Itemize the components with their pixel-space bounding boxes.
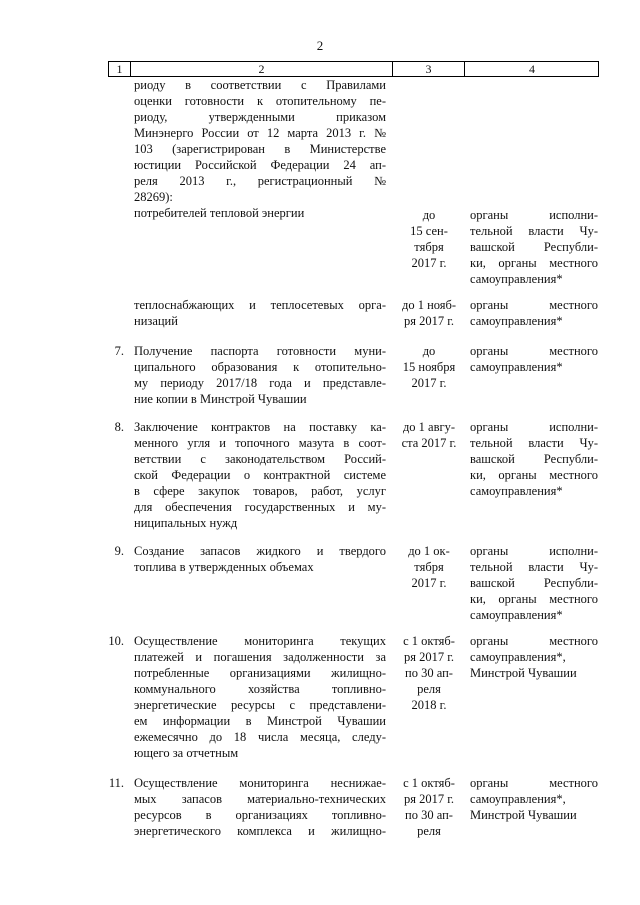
description-line: ветствии с законодательством Россий- xyxy=(134,452,386,466)
description-line: Создание запасов жидкого и твердого xyxy=(134,544,386,558)
deadline-line: до 1 ок- xyxy=(408,544,450,558)
row-description xyxy=(134,343,386,407)
row-responsible xyxy=(470,419,598,499)
deadline-line: ста 2017 г. xyxy=(401,436,457,450)
description-line: оценки готовности к отопительному пе- xyxy=(134,94,386,108)
deadline-line: 15 ноября xyxy=(402,360,456,374)
deadline-line: ря 2017 г. xyxy=(403,650,455,664)
description-line: 103 (зарегистрирован в Министерстве xyxy=(134,142,386,156)
responsible-line: ки, органы местного xyxy=(470,592,598,606)
responsible-line: органы исполни- xyxy=(470,420,598,434)
deadline-line: реля xyxy=(417,824,441,838)
row-description xyxy=(134,633,386,761)
description-line: топлива в утвержденных объемах xyxy=(134,560,314,574)
row-description xyxy=(134,775,386,839)
row-responsible xyxy=(470,775,598,823)
responsible-line: самоуправления* xyxy=(470,484,563,498)
description-line: ющего за отчетным xyxy=(134,746,239,760)
description-line: энергетические ресурсы с представлени- xyxy=(134,698,386,712)
row-description xyxy=(134,297,386,329)
responsible-line: тельной власти Чу- xyxy=(470,436,598,450)
page-number: 2 xyxy=(316,38,324,53)
row-number: 9. xyxy=(114,544,124,558)
header-col-4: 4 xyxy=(529,62,535,76)
responsible-line: вашской Республи- xyxy=(470,452,598,466)
description-line: Минэнерго России от 12 марта 2013 г. № xyxy=(134,126,386,140)
row-number: 10. xyxy=(108,634,124,648)
deadline-line: до 1 авгу- xyxy=(402,420,456,434)
row-deadline xyxy=(394,297,464,329)
responsible-line: органы местного xyxy=(470,298,598,312)
description-line: низаций xyxy=(134,314,178,328)
row-number: 7. xyxy=(114,344,124,358)
deadline-line: по 30 ап- xyxy=(405,666,453,680)
deadline-line: 2018 г. xyxy=(411,698,447,712)
deadline-line: тября xyxy=(414,560,444,574)
deadline-line: до xyxy=(422,344,436,358)
description-line: в сфере закупок товаров, работ, услуг xyxy=(134,484,386,498)
deadline-line: ря 2017 г. xyxy=(403,792,455,806)
row-number: 11. xyxy=(108,776,124,790)
row-description xyxy=(134,205,386,221)
row-responsible xyxy=(470,297,598,329)
deadline-line: реля xyxy=(417,682,441,696)
description-line: Получение паспорта готовности муни- xyxy=(134,344,386,358)
responsible-line: органы местного xyxy=(470,344,598,358)
row-deadline xyxy=(394,543,464,591)
header-col-1: 1 xyxy=(109,62,131,77)
responsible-line: Минстрой Чувашии xyxy=(470,666,577,680)
responsible-line: органы исполни- xyxy=(470,208,598,222)
deadline-line: 15 сен- xyxy=(410,224,448,238)
row-description xyxy=(134,77,386,205)
description-line: ресурсов в организациях топливно- xyxy=(134,808,386,822)
header-col-2: 2 xyxy=(131,62,393,77)
description-line: юстиции Российской Федерации 24 ап- xyxy=(134,158,386,172)
row-deadline xyxy=(394,419,464,451)
deadline-line: ря 2017 г. xyxy=(403,314,455,328)
table-header xyxy=(108,61,599,77)
deadline-line: 2017 г. xyxy=(411,576,447,590)
row-deadline xyxy=(394,775,464,839)
responsible-line: Минстрой Чувашии xyxy=(470,808,577,822)
deadline-line: 2017 г. xyxy=(411,256,447,270)
responsible-line: самоуправления* xyxy=(470,360,563,374)
description-line: риоду в соответствии с Правилами xyxy=(134,78,386,92)
responsible-line: самоуправления* xyxy=(470,608,563,622)
description-line: потребленные организациями жилищно- xyxy=(134,666,386,680)
description-line: Осуществление мониторинга неснижае- xyxy=(134,776,386,790)
description-line: Заключение контрактов на поставку ка- xyxy=(134,420,386,434)
responsible-line: органы исполни- xyxy=(470,544,598,558)
row-deadline xyxy=(394,207,464,271)
row-deadline xyxy=(394,343,464,391)
deadline-line: до 1 нояб- xyxy=(401,298,457,312)
row-responsible xyxy=(470,343,598,375)
description-line: ем информации в Минстрой Чувашии xyxy=(134,714,386,728)
row-responsible xyxy=(470,633,598,681)
deadline-line: с 1 октяб- xyxy=(403,776,455,790)
responsible-line: ки, органы местного xyxy=(470,468,598,482)
responsible-line: вашской Республи- xyxy=(470,240,598,254)
responsible-line: тельной власти Чу- xyxy=(470,560,598,574)
row-number: 8. xyxy=(114,420,124,434)
description-line: менного угля и топочного мазута в соот- xyxy=(134,436,386,450)
description-line: энергетического комплекса и жилищно- xyxy=(134,824,386,838)
description-line: ниципальных нужд xyxy=(134,516,238,530)
description-line: Осуществление мониторинга текущих xyxy=(134,634,386,648)
responsible-line: самоуправления*, xyxy=(470,792,566,806)
description-line: ежемесячно до 18 числа месяца, следу- xyxy=(134,730,386,744)
responsible-line: ки, органы местного xyxy=(470,256,598,270)
deadline-line: 2017 г. xyxy=(411,376,447,390)
description-line: риоду, утвержденными приказом xyxy=(134,110,386,124)
deadline-line: до xyxy=(422,208,436,222)
description-line: мых запасов материально-технических xyxy=(134,792,386,806)
responsible-line: самоуправления* xyxy=(470,314,563,328)
responsible-line: тельной власти Чу- xyxy=(470,224,598,238)
description-line: реля 2013 г., регистрационный № xyxy=(134,174,386,188)
responsible-line: самоуправления*, xyxy=(470,650,566,664)
description-line: му периоду 2017/18 года и представле- xyxy=(134,376,386,390)
responsible-line: органы местного xyxy=(470,776,598,790)
description-line: 28269): xyxy=(134,190,173,204)
description-line: теплоснабжающих и теплосетевых орга- xyxy=(134,298,386,312)
description-line: потребителей тепловой энергии xyxy=(134,206,305,220)
row-deadline xyxy=(394,633,464,713)
header-col-3: 3 xyxy=(393,62,465,77)
description-line: ние копии в Минстрой Чувашии xyxy=(134,392,307,406)
responsible-line: органы местного xyxy=(470,634,598,648)
row-description xyxy=(134,543,386,575)
description-line: для обеспечения государственных и му- xyxy=(134,500,386,514)
description-line: ципального образования к отопительно- xyxy=(134,360,386,374)
row-responsible xyxy=(470,207,598,287)
deadline-line: с 1 октяб- xyxy=(403,634,455,648)
deadline-line: по 30 ап- xyxy=(405,808,453,822)
row-description xyxy=(134,419,386,531)
description-line: ской Федерации о контрактной системе xyxy=(134,468,386,482)
row-responsible xyxy=(470,543,598,623)
description-line: коммунального хозяйства топливно- xyxy=(134,682,386,696)
responsible-line: вашской Республи- xyxy=(470,576,598,590)
responsible-line: самоуправления* xyxy=(470,272,563,286)
deadline-line: тября xyxy=(414,240,444,254)
description-line: платежей и погашения задолженности за xyxy=(134,650,386,664)
